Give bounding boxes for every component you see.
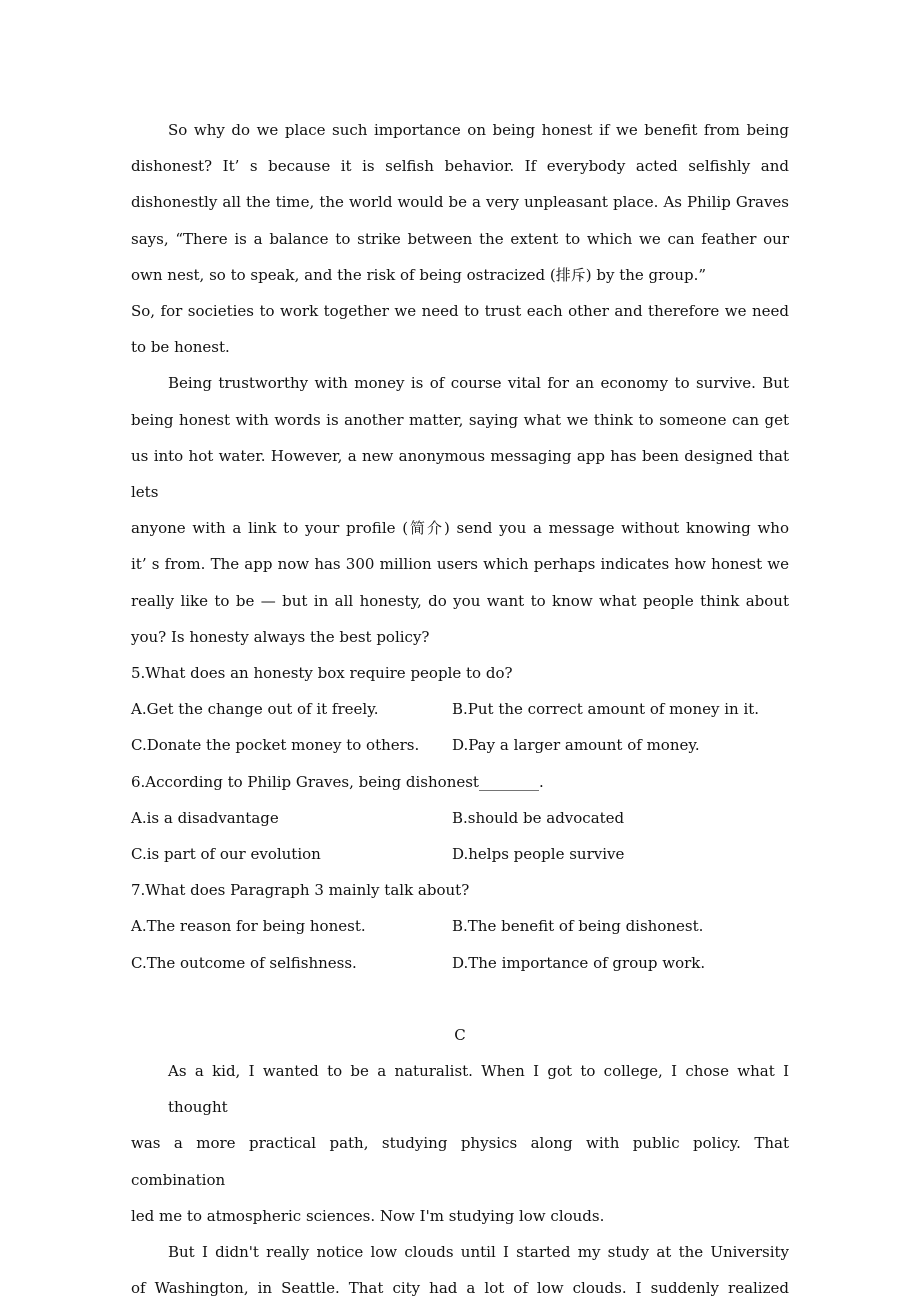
option-c: C.The outcome of selfishness. — [131, 953, 357, 972]
text-line: So why do we place such importance on being honest if we benefit from being — [168, 121, 789, 139]
option-b: B.Put the correct amount of money in it. — [452, 700, 760, 719]
options-row — [131, 945, 789, 981]
text-line: led me to atmospheric sciences. Now I'm studying low clouds. — [131, 1206, 605, 1225]
option-b: B.The benefit of being dishonest. — [452, 917, 704, 936]
passage-c-paragraph-2 — [131, 1234, 789, 1306]
text-line: So, for societies to work together we need to trust each other and therefore we need — [131, 302, 789, 321]
question-6 — [131, 764, 789, 873]
text-line: dishonest? It’ s because it is selfish behavior. If everybody acted selfishly and — [131, 157, 789, 176]
question-stem: 7.What does Paragraph 3 mainly talk about? — [131, 881, 470, 900]
text-line: of Washington, in Seattle. That city had a lot of low clouds. I suddenly realized — [131, 1279, 789, 1298]
passage-c-paragraph-1 — [131, 1053, 789, 1234]
option-d: D.The importance of group work. — [452, 953, 706, 972]
question-5 — [131, 655, 789, 764]
option-b: B.should be advocated — [452, 808, 625, 827]
text-line: But I didn't really notice low clouds until I started my study at the University — [168, 1243, 789, 1262]
text-line: anyone with a link to your profile (简介) send you a message without knowing who — [131, 519, 789, 538]
option-d: D.helps people survive — [452, 845, 625, 864]
option-d: D.Pay a larger amount of money. — [452, 736, 700, 755]
text-line: being honest with words is another matter, saying what we think to someone can get — [131, 410, 789, 429]
text-line: really like to be — but in all honesty, do you want to know what people think about — [131, 591, 789, 610]
passage-b-paragraph-2 — [131, 112, 789, 365]
text-line: dishonestly all the time, the world would be a very unpleasant place. As Philip Graves — [131, 193, 789, 212]
options-row — [131, 908, 789, 944]
options-row — [131, 800, 789, 836]
text-line: you? Is honesty always the best policy? — [131, 627, 430, 646]
option-c: C.Donate the pocket money to others. — [131, 736, 420, 755]
option-a: A.Get the change out of it freely. — [131, 700, 379, 719]
text-line: own nest, so to speak, and the risk of being ostracized (排斥) by the group.” — [131, 265, 707, 284]
text-line: us into hot water. However, a new anonymous messaging app has been designed that lets — [131, 446, 789, 502]
option-c: C.is part of our evolution — [131, 845, 321, 864]
options-row — [131, 836, 789, 872]
question-stem: 5.What does an honesty box require people to do? — [131, 664, 513, 683]
text-line: it’ s from. The app now has 300 million users which perhaps indicates how honest we — [131, 555, 789, 574]
option-a: A.The reason for being honest. — [131, 917, 366, 936]
options-row — [131, 727, 789, 763]
document-page — [131, 112, 789, 1307]
text-line: says, “There is a balance to strike between the extent to which we can feather our — [131, 229, 789, 248]
text-line: was a more practical path, studying physics along with public policy. That combination — [131, 1134, 789, 1189]
options-row — [131, 691, 789, 727]
option-a: A.is a disadvantage — [131, 808, 279, 827]
question-stem: 6.According to Philip Graves, being dishonest________. — [131, 772, 544, 791]
text-line: Being trustworthy with money is of course vital for an economy to survive. But — [168, 374, 789, 393]
text-line: to be honest. — [131, 338, 230, 357]
question-7 — [131, 872, 789, 981]
section-heading-c: C — [454, 1025, 466, 1044]
text-line: As a kid, I wanted to be a naturalist. When I got to college, I chose what I thought — [168, 1062, 789, 1117]
passage-b-paragraph-3 — [131, 365, 789, 655]
